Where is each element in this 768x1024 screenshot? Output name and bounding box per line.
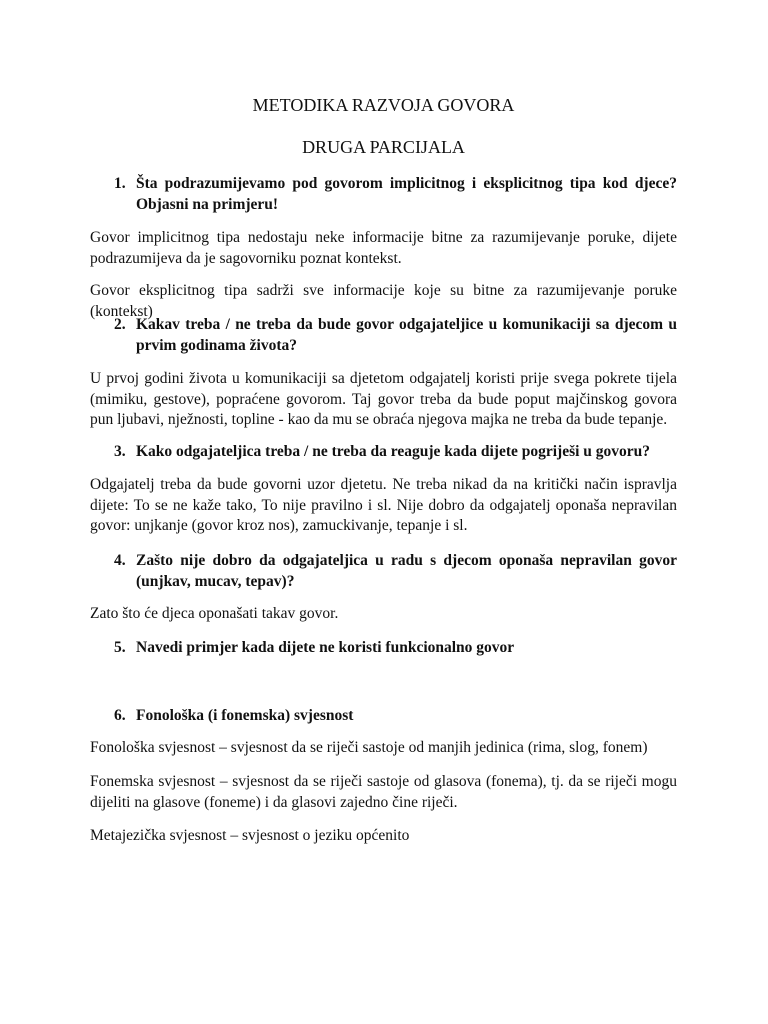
question-number: 1. — [114, 175, 126, 192]
question-text: Šta podrazumijevamo pod govorom implicitnog i eksplicitnog tipa kod djece? Objasni na primjeru! — [136, 175, 677, 213]
question-text: Kakav treba / ne treba da bude govor odgajateljice u komunikaciji sa djecom u prvim godinama života? — [136, 316, 677, 354]
answer-4: Zato što će djeca oponašati takav govor. — [90, 605, 339, 622]
question-text: Kako odgajateljica treba / ne treba da reaguje kada dijete pogriješi u govoru? — [136, 443, 651, 460]
answer-2: U prvoj godini života u komunikaciji sa djetetom odgajatelj koristi prije svega pokrete tijela (mimiku, gestove), popraćene govorom. Taj govor treba da bude poput majčinskog govora pun ljubavi, nježnosti, topline - kao da mu se obraća njegova majka ne treba da bude tepanje. — [90, 370, 677, 428]
question-2 — [90, 314, 677, 356]
question-3 — [90, 441, 677, 462]
question-number: 6. — [114, 707, 126, 724]
question-text: Navedi primjer kada dijete ne koristi funkcionalno govor — [136, 639, 515, 656]
question-6 — [90, 705, 677, 726]
answer-1-explicit: Govor eksplicitnog tipa sadrži sve informacije koje su bitne za razumijevanje poruke (kontekst) — [90, 282, 677, 320]
answer-3: Odgajatelj treba da bude govorni uzor djetetu. Ne treba nikad da na kritički način ispravlja dijete: To se ne kaže tako, To nije pravilno i sl. Nije dobro da odgajatelj oponaša nepravilan govor: unjkanje (govor kroz nos), zamuckivanje, tepanje i sl. — [90, 476, 677, 534]
document-title: METODIKA RAZVOJA GOVORA — [252, 95, 515, 115]
document-subtitle: DRUGA PARCIJALA — [302, 137, 465, 157]
question-1 — [90, 173, 677, 215]
question-5 — [90, 637, 677, 658]
question-number: 3. — [114, 443, 126, 460]
question-number: 5. — [114, 639, 126, 656]
question-number: 2. — [114, 316, 126, 333]
question-text: Fonološka (i fonemska) svjesnost — [136, 707, 354, 724]
answer-1-implicit: Govor implicitnog tipa nedostaju neke informacije bitne za razumijevanje poruke, dijete podrazumijeva da je sagovorniku poznat kontekst. — [90, 229, 677, 267]
question-number: 4. — [114, 552, 126, 569]
answer-6-metalinguistic: Metajezička svjesnost – svjesnost o jeziku općenito — [90, 827, 410, 844]
question-text: Zašto nije dobro da odgajateljica u radu s djecom oponaša nepravilan govor (unjkav, mucav, tepav)? — [136, 552, 677, 590]
question-4 — [90, 550, 677, 592]
answer-6-phonological: Fonološka svjesnost – svjesnost da se riječi sastoje od manjih jedinica (rima, slog, fonem) — [90, 739, 648, 756]
answer-6-phonemic: Fonemska svjesnost – svjesnost da se riječi sastoje od glasova (fonema), tj. da se riječi mogu dijeliti na glasove (foneme) i da glasovi zajedno čine riječi. — [90, 773, 677, 811]
